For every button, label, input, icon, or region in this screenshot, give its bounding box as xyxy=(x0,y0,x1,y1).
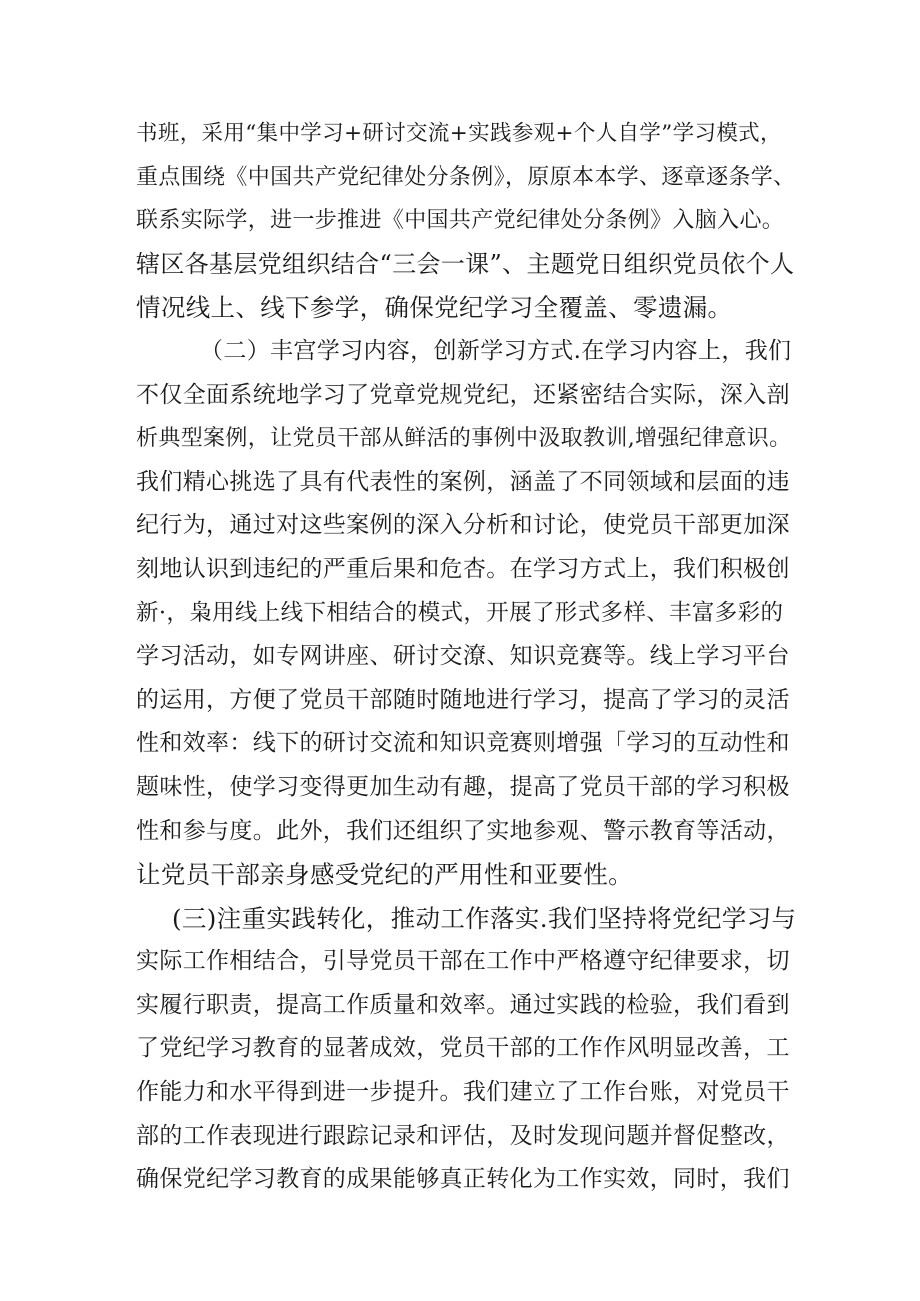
text-line: 实履行职责，提高工作质量和效率。通过实践的检验，我们看到 xyxy=(136,991,790,1018)
section-heading-line: （二）丰宫学习内容，创新学习方式.在学习内容上，我们 xyxy=(200,337,792,364)
text-line: 性和参与度。此外，我们还组织了实地参观、警示教育等活动， xyxy=(136,817,790,844)
section-heading-line: (三)注重实践转化，推动工作落实.我们坚持将党纪学习与 xyxy=(172,903,797,933)
text-line: 刻地认识到违纪的严重后果和危杏。在学习方式上，我们积极创 xyxy=(136,555,790,582)
text-line: 实际工作相结合，引导党员干部在工作中严格遵守纪律要求，切 xyxy=(136,948,790,975)
text-line: 书班，采用“集中学习+研讨交流+实践参观+个人自学”学习模式， xyxy=(136,121,782,146)
text-line: 确保党纪学习教育的成果能够真正转化为工作实效，同时，我们 xyxy=(136,1166,790,1193)
text-line: 部的工作表现进行跟踪记录和评估，及时发现问题并督促整改， xyxy=(136,1122,790,1149)
text-line: 的运用，方便了党员干部随时随地进行学习，提高了学习的灵活 xyxy=(136,686,790,713)
text-line: 了党纪学习教育的显著成效，党员干部的工作作风明显改善，工 xyxy=(136,1035,790,1062)
text-line: 辖区各基层党组织结合“三会一课”、主题党日组织党员依个人 xyxy=(136,249,795,278)
text-line: 新·，枭用线上线下相结合的模式，开展了形式多样、丰富多彩的 xyxy=(136,599,784,626)
text-line: 题味性，使学习变得更加生动有趣，提高了党员干部的学习积极 xyxy=(136,773,790,800)
text-line: 不仅全面系统地学习了党章党规党纪，还紧密结合实际，深入剖 xyxy=(136,381,790,408)
text-line: 让党员干部亲身感受党纪的严用性和亚要性。 xyxy=(136,860,633,890)
text-line: 性和效率：线下的研讨交流和知识竞赛则增强「学习的互动性和 xyxy=(136,730,790,757)
text-line: 作能力和水平得到进一步提升。我们建立了工作台账，对党员干 xyxy=(136,1079,790,1106)
text-line: 学习活动，如专网讲座、研讨交潦、知识竞赛等。线上学习平台 xyxy=(136,643,790,670)
text-line: 情况线上、线下参学，确保党纪学习全覆盖、零遗漏。 xyxy=(136,293,733,323)
text-line: 纪行为，通过对这些案例的深入分析和讨论，使党员干部更加深 xyxy=(136,512,790,539)
body-text xyxy=(136,112,796,1202)
text-line: 析典型案例，让党员干部从鲜活的事例中汲取教训,增强纪律意识。 xyxy=(136,426,792,452)
text-line: 我们精心挑选了具有代表性的案例，涵盖了不同领域和层面的违 xyxy=(136,468,790,495)
text-line: 联系实际学，进一步推进《中国共产党纪律处分条例》入脑入心。 xyxy=(136,208,785,234)
text-line: 重点围绕《中国共产党纪律处分条例》，原原本本学、逐章逐条学、 xyxy=(136,164,796,190)
